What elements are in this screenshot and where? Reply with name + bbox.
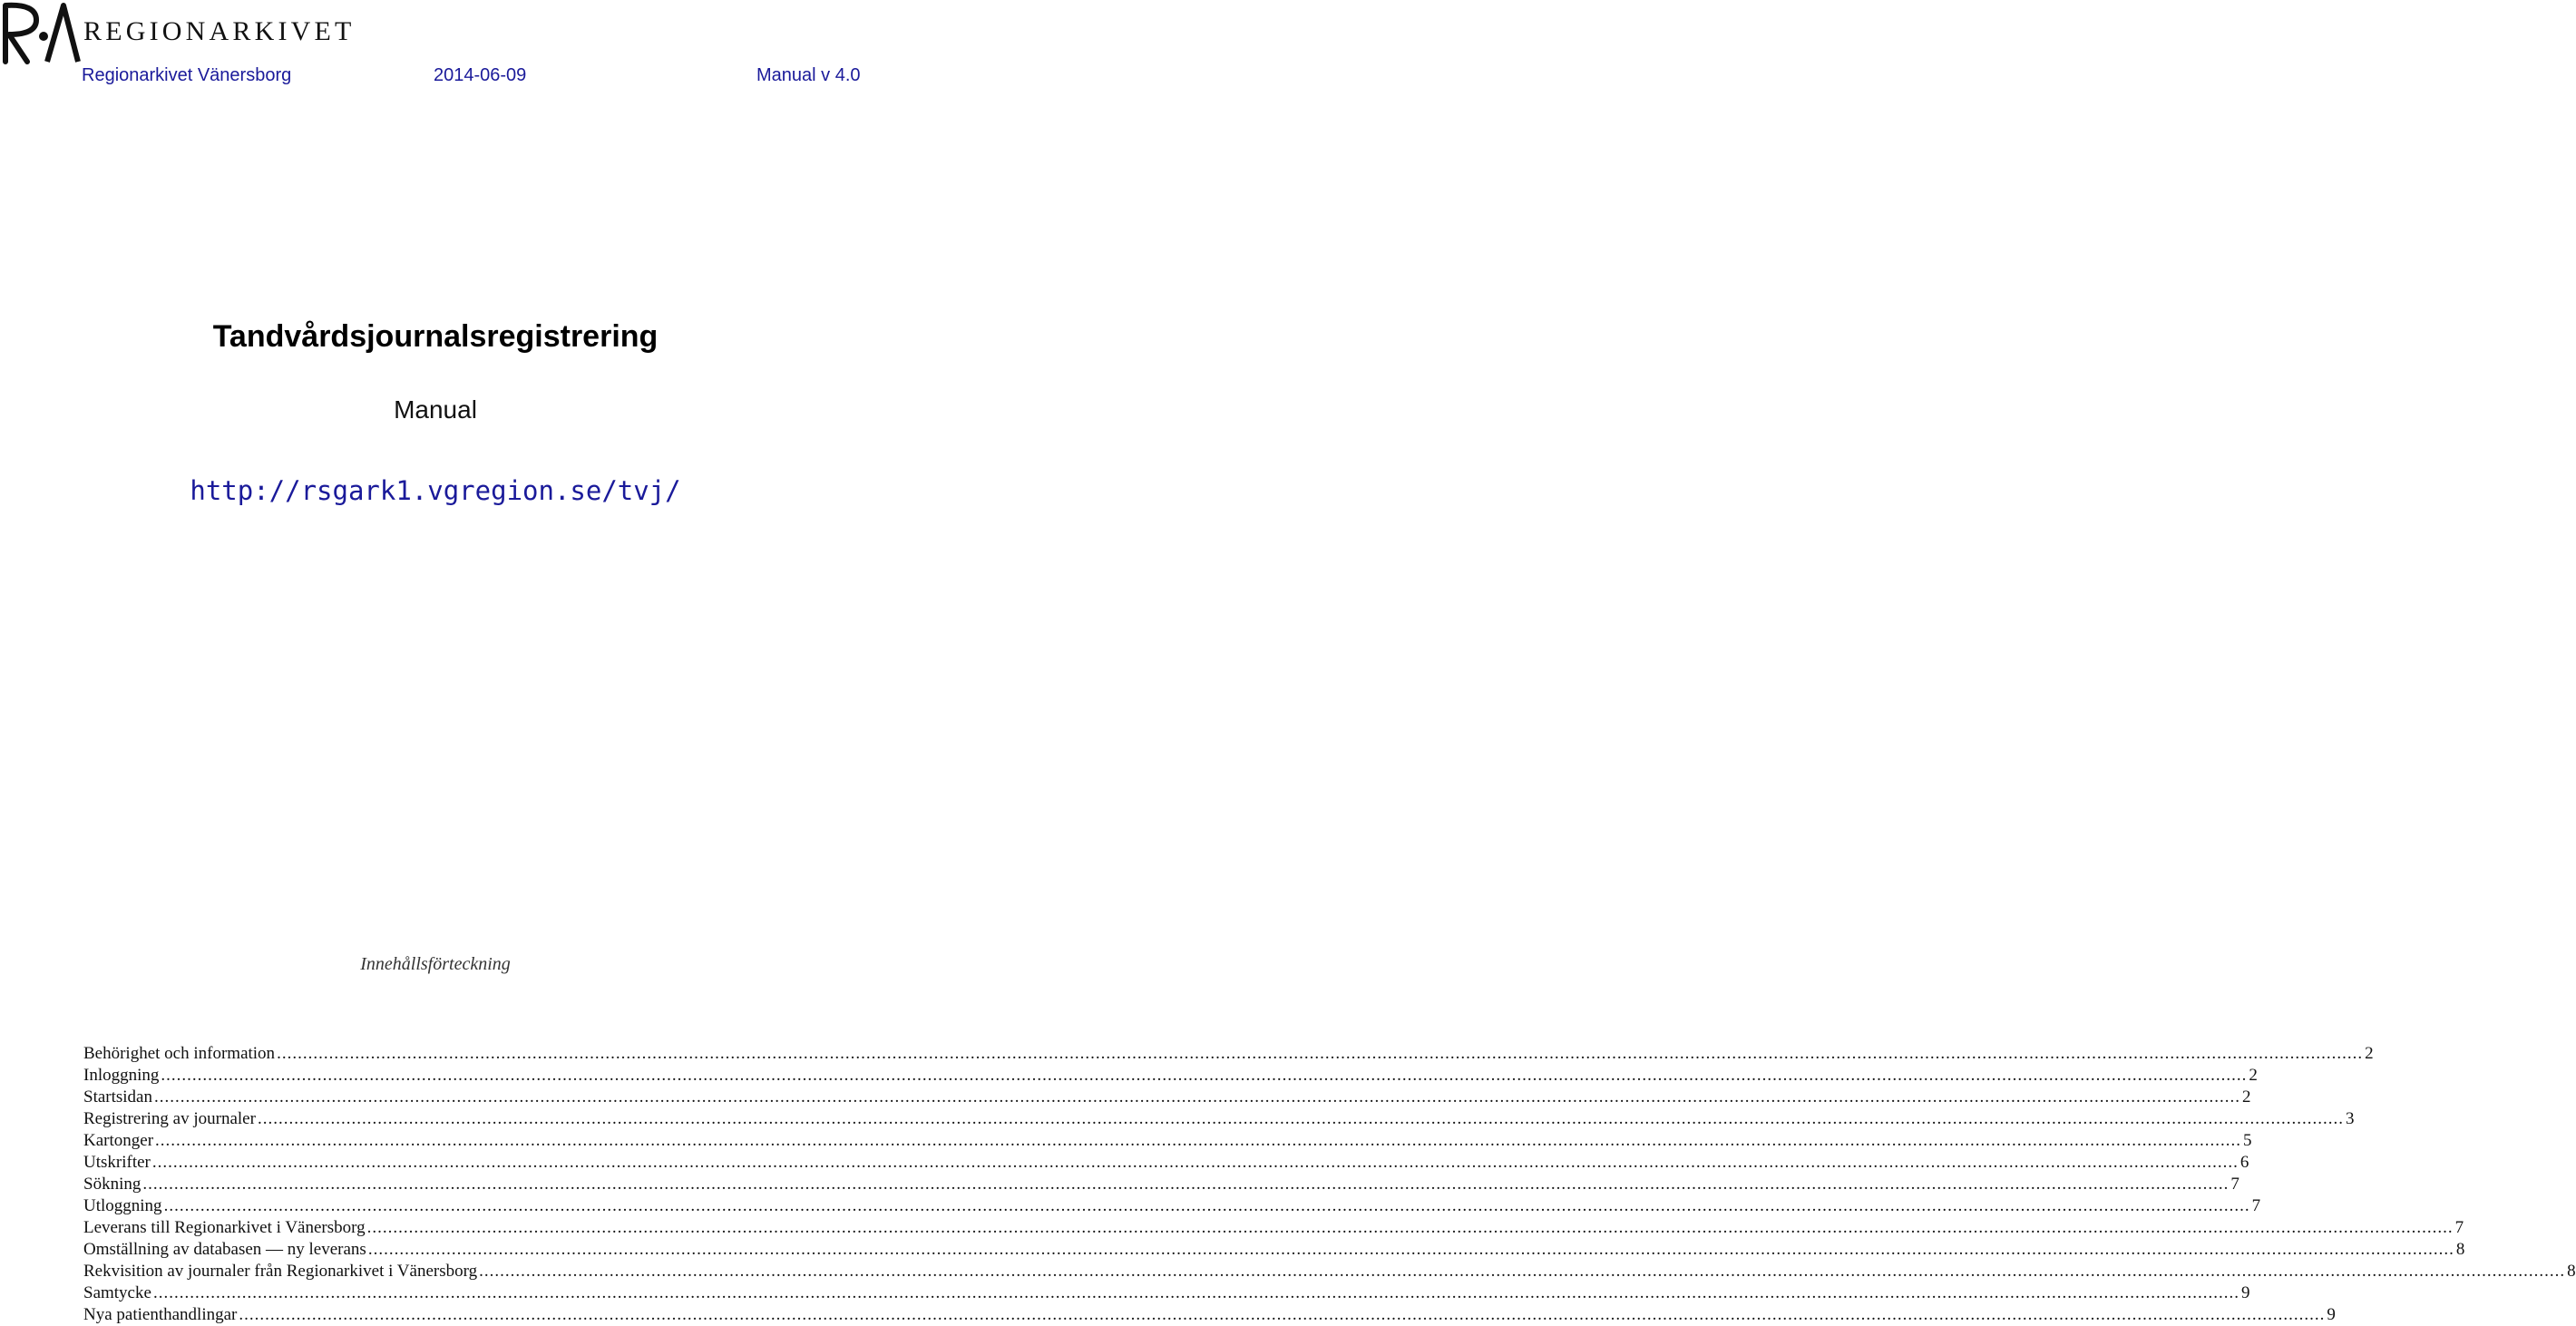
- toc-entry[interactable]: [83, 1304, 2336, 1326]
- regionarkivet-logo: [0, 0, 381, 65]
- toc-entry[interactable]: [83, 1217, 2464, 1239]
- toc-entry-label: Startsidan: [83, 1087, 152, 1107]
- toc-entry[interactable]: [83, 1087, 2251, 1108]
- toc-entry-page: 7: [2454, 1218, 2464, 1237]
- toc-entry-label: Rekvisition av journaler från Regionarkivet i Vänersborg: [83, 1262, 478, 1281]
- toc-leader-dots: ................................................................................................................................................................................................................................................................................................................................................................................................................: [152, 1283, 2239, 1302]
- toc-entry-page: 8: [2455, 1240, 2465, 1259]
- toc-leader-dots: ................................................................................................................................................................................................................................................................................................................................................................................................................: [151, 1153, 2239, 1172]
- toc-leader-dots: ................................................................................................................................................................................................................................................................................................................................................................................................................: [142, 1175, 2230, 1194]
- toc-entry-page: 5: [2243, 1131, 2252, 1150]
- document-subtitle: Manual: [394, 395, 477, 424]
- toc-heading: Innehållsförteckning: [360, 954, 511, 974]
- toc-leader-dots: ................................................................................................................................................................................................................................................................................................................................................................................................................: [257, 1109, 2344, 1128]
- toc-entry-label: Sökning: [83, 1175, 141, 1194]
- toc-leader-dots: ................................................................................................................................................................................................................................................................................................................................................................................................................: [366, 1218, 2454, 1237]
- toc-entry-label: Utloggning: [83, 1196, 162, 1215]
- toc-entry[interactable]: [83, 1282, 2250, 1304]
- toc-leader-dots: ................................................................................................................................................................................................................................................................................................................................................................................................................: [277, 1044, 2364, 1063]
- toc-entry-page: 7: [2230, 1175, 2239, 1194]
- toc-entry[interactable]: [83, 1174, 2239, 1195]
- toc-leader-dots: ................................................................................................................................................................................................................................................................................................................................................................................................................: [239, 1305, 2326, 1324]
- toc-entry-page: 2: [2249, 1066, 2258, 1085]
- toc-entry[interactable]: [83, 1239, 2465, 1261]
- header-organization: Regionarkivet Vänersborg: [82, 65, 292, 85]
- toc-entry-label: Registrering av journaler: [83, 1109, 256, 1128]
- header-date: 2014-06-09: [434, 65, 527, 85]
- toc-entry-label: Inloggning: [83, 1066, 160, 1085]
- toc-entry-page: 6: [2239, 1153, 2249, 1172]
- toc-entry-label: Samtycke: [83, 1283, 151, 1302]
- toc-entry[interactable]: [83, 1261, 2576, 1282]
- toc-entry[interactable]: [83, 1108, 2355, 1130]
- toc-entry[interactable]: [83, 1195, 2261, 1217]
- toc-entry-label: Omställning av databasen — ny leverans: [83, 1240, 366, 1259]
- toc-leader-dots: ................................................................................................................................................................................................................................................................................................................................................................................................................: [163, 1196, 2250, 1215]
- toc-entry[interactable]: [83, 1130, 2252, 1152]
- table-of-contents: [83, 1043, 2576, 1326]
- document-title: Tandvårdsjournalsregistrering: [212, 319, 659, 354]
- toc-entry-label: Nya patienthandlingar: [83, 1305, 238, 1324]
- toc-entry-page: 9: [2327, 1305, 2336, 1324]
- document-url-link[interactable]: http://rsgark1.vgregion.se/tvj/: [190, 475, 681, 506]
- toc-entry-page: 7: [2251, 1196, 2261, 1215]
- toc-leader-dots: ................................................................................................................................................................................................................................................................................................................................................................................................................: [367, 1240, 2454, 1259]
- toc-entry-page: 8: [2567, 1262, 2576, 1281]
- toc-entry-label: Kartonger: [83, 1131, 154, 1150]
- toc-entry-page: 2: [2242, 1087, 2251, 1107]
- toc-entry-page: 9: [2240, 1283, 2250, 1302]
- toc-leader-dots: ................................................................................................................................................................................................................................................................................................................................................................................................................: [479, 1262, 2566, 1281]
- toc-leader-dots: ................................................................................................................................................................................................................................................................................................................................................................................................................: [161, 1066, 2248, 1085]
- toc-entry[interactable]: [83, 1043, 2374, 1065]
- toc-entry-page: 2: [2365, 1044, 2374, 1063]
- ra-monogram-icon: [0, 0, 83, 65]
- toc-entry-label: Utskrifter: [83, 1153, 151, 1172]
- toc-entry[interactable]: [83, 1065, 2258, 1087]
- logo-wordmark: REGIONARKIVET: [83, 16, 356, 46]
- toc-leader-dots: ................................................................................................................................................................................................................................................................................................................................................................................................................: [155, 1131, 2242, 1150]
- toc-entry-label: Leverans till Regionarkivet i Vänersborg: [83, 1218, 366, 1237]
- toc-leader-dots: ................................................................................................................................................................................................................................................................................................................................................................................................................: [154, 1087, 2240, 1107]
- toc-entry[interactable]: [83, 1152, 2249, 1174]
- toc-entry-page: 3: [2345, 1109, 2355, 1128]
- header-version: Manual v 4.0: [756, 65, 861, 85]
- toc-entry-label: Behörighet och information: [83, 1044, 276, 1063]
